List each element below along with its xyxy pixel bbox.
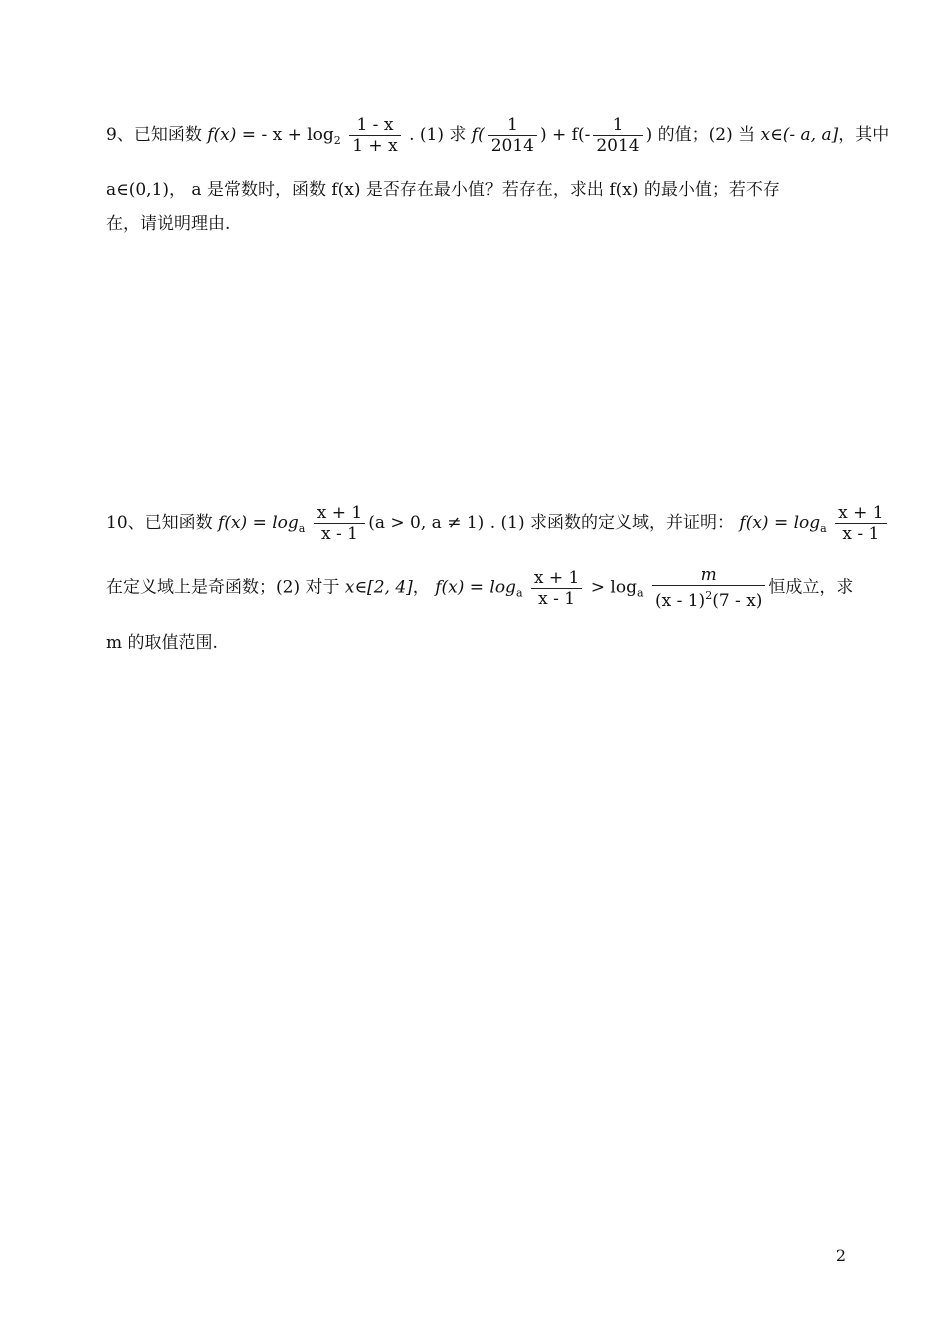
fx-log-2: f(x) = log	[739, 513, 821, 533]
problem9-line2: a∈(0,1)， a 是常数时，函数 f(x) 是否存在最小值？若存在，求出 f(x) 的最小值；若不存	[106, 180, 780, 200]
denominator: 1 + x	[352, 136, 398, 156]
numerator: x + 1	[835, 503, 886, 524]
den-b: (7 - x)	[712, 591, 763, 611]
denominator: x - 1	[538, 588, 576, 609]
condition: (a > 0, a ≠ 1)	[368, 513, 485, 533]
problem10-line3: m 的取值范围.	[106, 633, 218, 653]
problem10-line2	[106, 565, 853, 611]
page-number: 2	[835, 1246, 846, 1265]
fraction	[531, 568, 582, 609]
tail: 恒成立，求	[768, 577, 854, 598]
den-exp: 2	[705, 589, 713, 602]
tail: ，其中	[838, 125, 890, 145]
problem9-line3: 在，请说明理由.	[106, 214, 231, 234]
denominator: 2014	[596, 136, 640, 156]
numerator: x + 1	[314, 503, 365, 524]
comma: ，	[412, 577, 430, 598]
plus: ) + f(-	[539, 125, 591, 145]
numerator: x + 1	[531, 568, 582, 589]
interval: x∈(- a, a]	[760, 125, 839, 145]
denominator: 2014	[490, 136, 534, 156]
fraction-2	[835, 503, 886, 544]
part1: . (1) 求函数的定义域，并证明：	[489, 513, 735, 533]
problem10-label: 10、已知函数	[106, 513, 213, 533]
rhs-fraction	[652, 565, 765, 611]
text: 在定义域上是奇函数；(2) 对于	[106, 577, 340, 598]
fx-log: f(x) = log	[435, 577, 516, 598]
part1: . (1) 求	[409, 125, 467, 145]
denominator: x - 1	[321, 524, 358, 544]
fraction-2	[593, 115, 642, 156]
fraction-1	[488, 115, 537, 156]
denominator	[652, 586, 765, 611]
numerator: 1	[488, 115, 537, 136]
eq: = - x + log	[241, 125, 334, 145]
interval: x∈[2, 4]	[344, 577, 413, 598]
log-base: a	[298, 522, 306, 535]
close-text: ) 的值；(2) 当	[645, 125, 756, 145]
problem10-line1	[106, 503, 890, 544]
fx-log: f(x) = log	[218, 513, 299, 533]
den-a: (x - 1)	[654, 591, 706, 611]
numerator: 1	[593, 115, 642, 136]
fraction	[349, 115, 400, 156]
numerator	[652, 565, 765, 586]
log-base-2: a	[820, 522, 827, 535]
problem9-line1	[106, 115, 889, 156]
gt-log: > log	[590, 577, 637, 598]
log-base: 2	[333, 134, 341, 147]
denominator: x - 1	[842, 524, 880, 544]
m: m	[700, 565, 717, 585]
fraction	[314, 503, 365, 544]
problem9-label: 9、已知函数	[106, 125, 202, 145]
fx: f(x)	[207, 125, 237, 145]
f-open: f(	[471, 125, 485, 145]
log-base-2: a	[636, 586, 644, 600]
log-base: a	[515, 586, 523, 600]
numerator: 1 - x	[349, 115, 400, 136]
